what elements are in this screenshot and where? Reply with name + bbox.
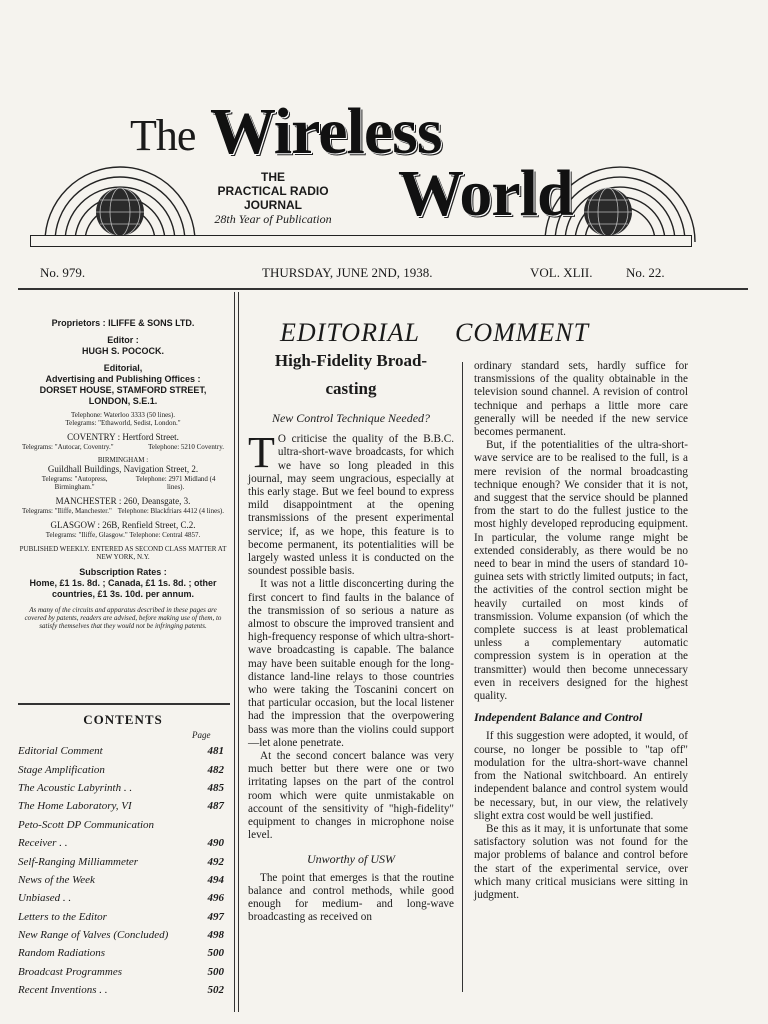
contents-rule xyxy=(18,703,230,705)
contents-item-title: Editorial Comment xyxy=(18,745,103,758)
masthead-wireless: Wireless xyxy=(210,95,442,168)
birmingham-telephone: Telephone: 2971 Midland (4 lines). xyxy=(135,475,216,491)
birmingham-office: BIRMINGHAM : xyxy=(97,456,149,464)
contents-item-title: The Acoustic Labyrinth . . xyxy=(18,781,133,794)
editor-label: Editor : xyxy=(107,335,139,345)
proprietors: Proprietors : ILIFFE & SONS LTD. xyxy=(51,318,195,328)
column-rule xyxy=(238,292,239,1012)
paragraph: O criticise the quality of the B.B.C. ultra-short-wave broadcasts, for which we have so long pleaded in this journal, may seem ungracious, especially at this early stage. But we feel bound to express mild disappointment at the opening transmissions of the present experimental service; if, as we hope, this feature is to become permanent, its potentialities will be largely wasted unless it is conducted on the soundest possible basis. xyxy=(248,433,454,578)
issue-number: No. 979. xyxy=(40,265,86,280)
patent-notice: As many of the circuits and apparatus described in these pages are covered by patents, readers are advised, before making use of them, to satisfy themselves that they would not be infringing patents. xyxy=(24,606,222,630)
contents-item-page: 500 xyxy=(207,965,224,978)
subheading-independent: Independent Balance and Control xyxy=(474,710,643,725)
address-line: LONDON, S.E.1. xyxy=(88,396,158,406)
contents-item-page: 497 xyxy=(207,910,224,923)
contents-item-page: 494 xyxy=(207,873,224,886)
manchester-telephone: Telephone: Blackfriars 4412 (4 lines). xyxy=(117,507,224,515)
contents-item-page: 496 xyxy=(207,892,224,905)
contents-item[interactable] xyxy=(18,889,224,907)
contents-item-page: 500 xyxy=(207,947,224,960)
article-column-2 xyxy=(474,360,688,902)
contents-item-title: The Home Laboratory, VI xyxy=(18,800,132,813)
article-title-line: casting xyxy=(325,379,377,398)
contents-item-title: News of the Week xyxy=(18,873,95,886)
editor-name: HUGH S. POCOCK. xyxy=(81,346,164,356)
glasgow-contacts: Telegrams: "Iliffe, Glasgow." Telephone: Central 4857. xyxy=(45,531,201,539)
london-telegrams: Telegrams: "Ethaworld, Sedist, London." xyxy=(65,419,181,427)
address-line: DORSET HOUSE, STAMFORD STREET, xyxy=(39,385,207,395)
paragraph: ordinary standard sets, hardly suffice for transmissions of the quality obtainable in the television sound channel. A revision of control technique and perhaps a little more care generally will be needed if the new service becomes permanent. xyxy=(474,360,688,439)
column-rule xyxy=(234,292,235,1012)
subtitle-line: THE xyxy=(261,170,285,184)
subheading-usw: Unworthy of USW xyxy=(307,851,395,866)
published-notice: PUBLISHED WEEKLY. ENTERED AS SECOND CLASS MATTER AT NEW YORK, N.Y. xyxy=(19,545,227,561)
contents-item-page: 485 xyxy=(207,781,224,794)
contents-item-title: Self-Ranging Milliammeter xyxy=(18,855,139,868)
coventry-telegrams: Telegrams: "Autocar, Coventry." xyxy=(22,443,114,451)
contents-item-title: Receiver . . xyxy=(18,837,68,850)
year-line: 28th Year of Publication xyxy=(214,212,332,226)
article-title-line: High-Fidelity Broad- xyxy=(274,351,428,370)
manchester-office: MANCHESTER : 260, Deansgate, 3. xyxy=(55,496,191,506)
contents-item-page: 498 xyxy=(207,929,224,942)
manchester-contacts xyxy=(18,507,228,515)
birmingham-contacts xyxy=(18,475,228,491)
manchester-telegrams: Telegrams: "Iliffe, Manchester." xyxy=(22,507,112,515)
contents-item[interactable] xyxy=(18,852,224,870)
contents-item[interactable] xyxy=(18,981,224,999)
masthead-the: The xyxy=(130,111,196,160)
contents-item[interactable] xyxy=(18,963,224,981)
contents-item[interactable] xyxy=(18,908,224,926)
contents-item-title: Unbiased . . xyxy=(18,892,72,905)
coventry-contacts xyxy=(18,443,228,451)
contents-item-page: 482 xyxy=(207,763,224,776)
masthead-subtitle xyxy=(198,170,348,226)
contents-page-label: Page xyxy=(192,730,211,740)
contents-item-title: Random Radiations xyxy=(18,947,106,960)
contents-item-title: Broadcast Programmes xyxy=(18,965,122,978)
masthead-world: World xyxy=(398,157,573,230)
paragraph: The point that emerges is that the routine balance and control methods, while good enough for medium- and long-wave broadcasting as received on xyxy=(248,871,454,924)
contents-list xyxy=(18,742,224,999)
contents-item-title: Recent Inventions . . xyxy=(18,984,108,997)
editorial-heading: EDITORIAL COMMENT xyxy=(280,318,590,347)
birmingham-address: Guildhall Buildings, Navigation Street, 2. xyxy=(47,464,199,474)
contents-item[interactable] xyxy=(18,944,224,962)
header-rule xyxy=(18,288,748,290)
contents-item[interactable] xyxy=(18,871,224,889)
contents-item-page: 487 xyxy=(207,800,224,813)
subscription-rates: Home, £1 1s. 8d. ; Canada, £1 1s. 8d. ; other countries, £1 3s. 10d. per annum. xyxy=(29,578,217,599)
issue-vol-no: No. 22. xyxy=(626,265,665,280)
contents-item-title: Peto-Scott DP Communication xyxy=(18,818,155,831)
contents-item-title: Letters to the Editor xyxy=(18,910,107,923)
contents-item[interactable] xyxy=(18,816,224,834)
contents-title: CONTENTS xyxy=(83,712,163,727)
subtitle-line: PRACTICAL RADIO xyxy=(217,184,329,198)
article-title xyxy=(248,352,454,398)
contents-item[interactable] xyxy=(18,797,224,815)
contents-item[interactable] xyxy=(18,834,224,852)
contents-item[interactable] xyxy=(18,742,224,760)
contents-item[interactable] xyxy=(18,760,224,778)
paragraph: Be this as it may, it is unfortunate that some satisfactory solution was not found for the major problems of balance and control before the start of the experimental service, over which many critical musicians were sitting in judgment. xyxy=(474,822,688,901)
london-telephone: Telephone: Waterloo 3333 (50 lines). xyxy=(71,411,175,419)
contents-item[interactable] xyxy=(18,779,224,797)
paragraph: But, if the potentialities of the ultra-short-wave service are to be realised to the full, is a mere revision of the normal broadcasting technique enough? We consider that it is not, and suggest that the service should be planned from the start to do the fullest justice to the most highly developed reproducing equipment. In particular, the volume range might be extended considerably, as there would be no need to bear in mind the users of standard 10-guinea sets with strictly limited outputs; in fact, the activities of the control section might be heavily curtailed on most kinds of transmission. Volume expansion (of which the complete success is at least problematical unless a complementary automatic compression system is in operation at the transmitter) would then become unnecessary even in receivers designed for the highest quality. xyxy=(474,439,688,703)
contents-item-page: 492 xyxy=(207,855,224,868)
masthead-base-bar xyxy=(30,235,692,247)
coventry-office: COVENTRY : Hertford Street. xyxy=(67,432,179,442)
offices-label: Advertising and Publishing Offices : xyxy=(45,374,201,384)
contents-item-title: Stage Amplification xyxy=(18,763,105,776)
paragraph: At the second concert balance was very much better but there were one or two irritating lapses on the part of the control room which were quite unmistakable on account of the sensitivity of "high-fidelity" equipment to changes in microphone noise level. xyxy=(248,750,454,842)
subtitle-line: JOURNAL xyxy=(243,198,302,212)
issue-date: THURSDAY, JUNE 2ND, 1938. xyxy=(262,265,433,280)
offices-label: Editorial, xyxy=(103,363,143,373)
contents-item-title: New Range of Valves (Concluded) xyxy=(18,929,169,942)
masthead xyxy=(0,90,768,260)
contents-item-page: 481 xyxy=(207,745,224,758)
subheading-control: New Control Technique Needed? xyxy=(271,411,431,425)
subscription-label: Subscription Rates : xyxy=(79,567,167,577)
contents-item-page: 502 xyxy=(207,984,224,997)
paragraph: If this suggestion were adopted, it would, of course, no longer be possible to "tap off" modulation for the ultra-short-wave channel from the National switchboard. An entirely independent balance and control system would be necessary, but, in our view, the relatively slight extra cost would be well justified. xyxy=(474,730,688,822)
column-rule xyxy=(462,362,463,992)
glasgow-office: GLASGOW : 26B, Renfield Street, C.2. xyxy=(50,520,196,530)
paragraph: It was not a little disconcerting during the first concert to find faults in the balance of the transmission of so serious a nature as almost to obscure the improved transient and high-frequency response of which ultra-short-wave broadcasting is capable. The balance may have been suitable enough for the long-distance land-line relays to those countries who were taking the Toscanini concert on that particular occasion, but the local listener had the impression that the overpowering bass was more than the violins could support—let alone penetrate. xyxy=(248,578,454,749)
drop-cap: T xyxy=(248,428,275,478)
issue-volume: VOL. XLII. xyxy=(530,265,593,280)
article-column-1 xyxy=(248,352,454,925)
publisher-info xyxy=(18,318,228,630)
contents-item-page: 490 xyxy=(207,837,224,850)
coventry-telephone: Telephone: 5210 Coventry. xyxy=(148,443,224,451)
birmingham-telegrams: Telegrams: "Autopress, Birmingham." xyxy=(41,475,108,491)
contents-item[interactable] xyxy=(18,926,224,944)
